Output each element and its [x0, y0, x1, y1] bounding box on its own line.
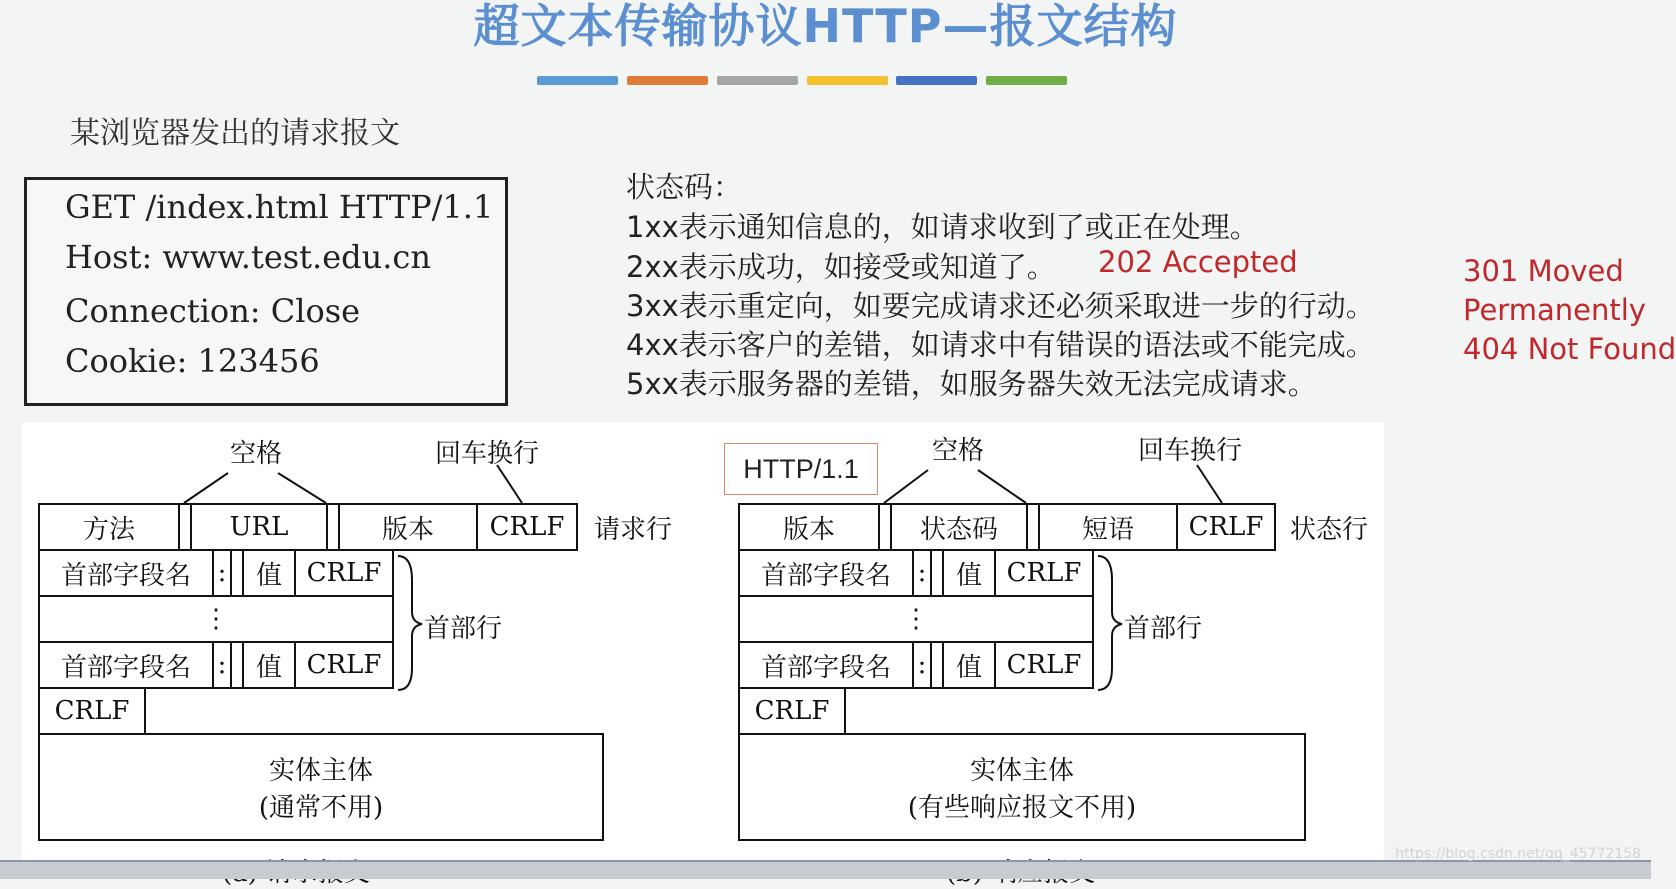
status-1xx: 1xx表示通知信息的，如请求收到了或正在处理。 [626, 210, 1259, 244]
status-code-cell: 状态码 [890, 503, 1028, 551]
crlf-cell: CRLF [476, 503, 578, 551]
cookie-header-text: Cookie: 123456 [65, 342, 320, 380]
response-header-label: 首部行 [1124, 614, 1203, 644]
status-example-202: 202 Accepted [1098, 245, 1298, 279]
colon-cell: : [212, 641, 232, 689]
header-value-cell: 值 [942, 641, 996, 689]
entity-body-cell [738, 733, 1306, 841]
header-crlf-cell: CRLF [294, 549, 394, 597]
slide-title: 超文本传输协议HTTP—报文结构 [473, 0, 1178, 53]
url-cell: URL [190, 503, 328, 551]
http-version-tag: HTTP/1.1 [724, 443, 878, 495]
header-value-cell: 值 [242, 641, 296, 689]
request-line-label: 请求行 [594, 515, 673, 545]
status-5xx: 5xx表示服务器的差错，如服务器失效无法完成请求。 [626, 367, 1317, 401]
version-cell: 版本 [738, 503, 880, 551]
host-header-text: Host: www.test.edu.cn [65, 238, 431, 276]
status-heading: 状态码： [626, 170, 743, 204]
entity-body-label: 实体主体 [969, 756, 1074, 786]
status-example-301-line2: Permanently [1463, 293, 1646, 327]
status-2xx: 2xx表示成功，如接受或知道了。 [626, 250, 1056, 284]
header-field-name-cell: 首部字段名 [38, 641, 214, 689]
blank-line-crlf-cell: CRLF [38, 687, 146, 735]
request-crlf-label: 回车换行 [435, 439, 540, 469]
status-example-404: 404 Not Found [1463, 332, 1676, 366]
header-value-cell: 值 [942, 549, 996, 597]
status-line-label: 状态行 [1290, 515, 1369, 545]
header-ellipsis-row: ⋮ [738, 595, 1094, 643]
header-value-cell: 值 [242, 549, 296, 597]
entity-body-note: (通常不用) [258, 793, 384, 823]
header-crlf-cell: CRLF [994, 641, 1094, 689]
connection-header-text: Connection: Close [65, 292, 361, 330]
header-crlf-cell: CRLF [294, 641, 394, 689]
crlf-cell: CRLF [1176, 503, 1276, 551]
colon-cell: : [912, 549, 932, 597]
header-field-name-cell: 首部字段名 [738, 641, 914, 689]
video-progress-bar [0, 860, 1651, 879]
colon-cell: : [212, 549, 232, 597]
phrase-cell: 短语 [1038, 503, 1178, 551]
response-crlf-label: 回车换行 [1138, 436, 1243, 466]
header-crlf-cell: CRLF [994, 549, 1094, 597]
request-line-text: GET /index.html HTTP/1.1 [65, 188, 494, 226]
status-3xx: 3xx表示重定向，如要完成请求还必须采取进一步的行动。 [626, 289, 1375, 323]
method-cell: 方法 [38, 503, 180, 551]
response-space-label: 空格 [932, 436, 985, 466]
request-space-label: 空格 [230, 439, 283, 469]
header-ellipsis-row: ⋮ [38, 595, 394, 643]
blank-line-crlf-cell: CRLF [738, 687, 846, 735]
entity-body-note: (有些响应报文不用) [907, 793, 1137, 823]
request-header-label: 首部行 [424, 614, 503, 644]
watermark: https://blog.csdn.net/qq_45772158 [1395, 846, 1641, 862]
status-example-301-line1: 301 Moved [1463, 254, 1624, 288]
header-field-name-cell: 首部字段名 [38, 549, 214, 597]
entity-body-label: 实体主体 [268, 756, 373, 786]
colon-cell: : [912, 641, 932, 689]
header-field-name-cell: 首部字段名 [738, 549, 914, 597]
version-cell: 版本 [338, 503, 478, 551]
status-4xx: 4xx表示客户的差错，如请求中有错误的语法或不能完成。 [626, 328, 1375, 362]
request-example-heading: 某浏览器发出的请求报文 [70, 116, 400, 151]
